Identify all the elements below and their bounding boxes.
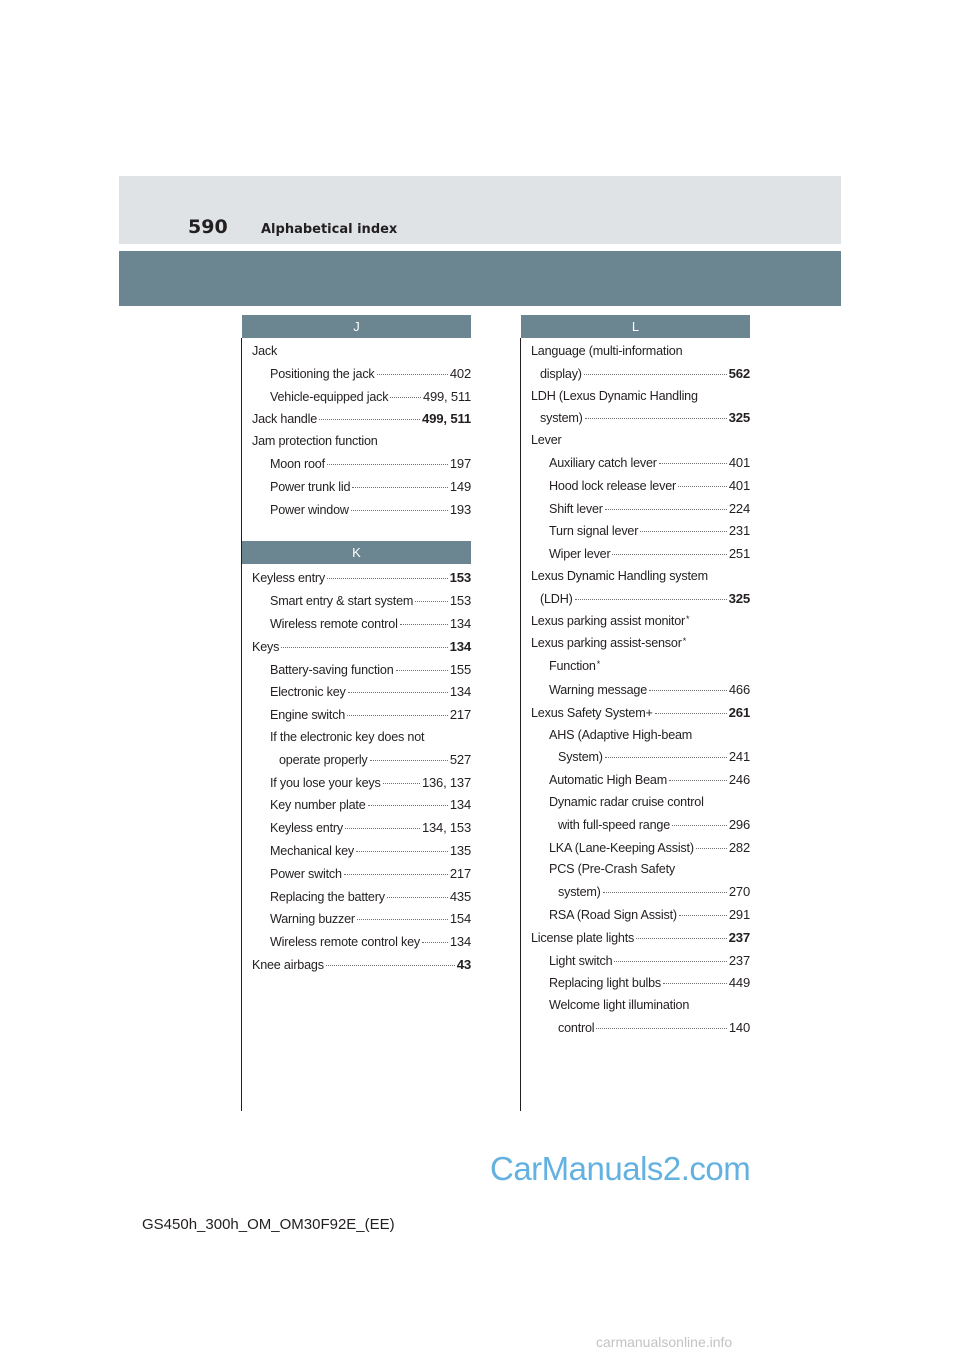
index-entry (252, 886, 471, 909)
dot-leader (596, 1028, 727, 1029)
index-entry (252, 590, 471, 613)
index-entry (531, 837, 750, 860)
dot-leader (396, 670, 448, 671)
index-entry (252, 772, 471, 795)
index-entry (531, 452, 750, 475)
entry-term: Automatic High Beam (549, 773, 667, 788)
entry-term: display) (540, 366, 582, 381)
index-entry (531, 927, 750, 950)
entry-term: Hood lock release lever (549, 478, 677, 493)
entry-term: operate properly (279, 752, 368, 767)
page-reference: 246 (728, 772, 750, 788)
entry-term: Power switch (270, 866, 342, 881)
entry-term: Power window (270, 502, 349, 517)
index-entry (531, 341, 750, 363)
dot-leader (348, 692, 448, 693)
page-number: 590 (188, 216, 228, 238)
index-entry (531, 881, 750, 904)
index-entry (252, 840, 471, 863)
index-entry (531, 588, 750, 611)
dot-leader (357, 919, 448, 920)
dot-leader (356, 851, 448, 852)
page-reference: 325 (728, 410, 750, 426)
dot-leader (326, 965, 455, 966)
entry-term: Language (multi-information (531, 344, 683, 358)
footnote-asterisk: * (682, 636, 687, 647)
index-entry (531, 950, 750, 973)
index-entry (252, 794, 471, 817)
index-entry (531, 725, 750, 747)
index-entry (252, 567, 471, 590)
entry-term: If the electronic key does not (270, 729, 425, 744)
index-entry (252, 613, 471, 636)
entry-term: Light switch (549, 953, 613, 968)
index-column-left (242, 315, 471, 977)
index-entry (531, 543, 750, 566)
page-reference: 449 (728, 975, 750, 991)
index-entry (531, 814, 750, 837)
entry-term: Jack handle (252, 412, 318, 427)
dot-leader (612, 554, 726, 555)
entry-term: with full-speed range (558, 817, 671, 832)
dot-leader (672, 825, 727, 826)
page-reference: 153 (449, 593, 471, 609)
dot-leader (603, 892, 727, 893)
dot-leader (585, 418, 727, 419)
letter-heading-j: J (242, 315, 471, 338)
dot-leader (377, 374, 448, 375)
entry-term: AHS (Adaptive High-beam (549, 727, 693, 742)
page-reference: 136, 137 (421, 774, 471, 790)
dot-leader (400, 624, 448, 625)
dot-leader (636, 938, 726, 939)
page-reference: 197 (449, 455, 471, 471)
dot-leader (678, 486, 727, 487)
index-entry (531, 995, 750, 1017)
entry-term: system) (540, 411, 583, 426)
page-reference: 402 (449, 365, 471, 381)
entry-term: Shift lever (549, 501, 603, 516)
entry-term: PCS (Pre-Crash Safety (549, 862, 675, 877)
index-entry (531, 769, 750, 792)
page-reference: 261 (728, 704, 750, 720)
index-entry (531, 1017, 750, 1040)
page-reference: 140 (728, 1019, 750, 1035)
entry-term: Moon roof (270, 456, 325, 471)
entry-list-j (242, 341, 471, 521)
dot-leader (345, 828, 420, 829)
page-reference: 217 (449, 865, 471, 881)
dot-leader (575, 599, 727, 600)
dot-leader (422, 942, 448, 943)
dot-leader (387, 897, 448, 898)
dot-leader (696, 848, 727, 849)
page-reference: 134 (449, 797, 471, 813)
page-reference: 134, 153 (421, 820, 471, 836)
index-entry (252, 704, 471, 727)
index-entry (531, 386, 750, 408)
page-reference: 401 (728, 454, 750, 470)
dot-leader (351, 510, 448, 511)
entry-term: Auxiliary catch lever (549, 455, 657, 470)
index-entry (531, 407, 750, 430)
section-k (242, 541, 471, 976)
index-entry (252, 749, 471, 772)
dot-leader (390, 397, 421, 398)
entry-term: Turn signal lever (549, 524, 639, 539)
index-entry (252, 659, 471, 682)
dot-leader (368, 805, 448, 806)
dot-leader (659, 463, 727, 464)
page-reference: 527 (449, 751, 471, 767)
entry-term: Welcome light illumination (549, 998, 690, 1013)
page-reference: 499, 511 (422, 388, 471, 404)
index-entry (531, 859, 750, 881)
index-entry (252, 386, 471, 409)
entry-term: Lexus Safety System+ (531, 705, 653, 720)
entry-term: License plate lights (531, 930, 635, 945)
entry-term: Warning buzzer (270, 912, 355, 927)
document-code: GS450h_300h_OM_OM30F92E_(EE) (142, 1216, 395, 1233)
entry-list-k (242, 567, 471, 976)
dot-leader (679, 915, 727, 916)
page-reference: 217 (449, 707, 471, 723)
entry-term: Positioning the jack (270, 366, 375, 381)
index-entry (531, 746, 750, 769)
page-reference: 435 (449, 888, 471, 904)
index-entry (531, 520, 750, 543)
page-reference: 224 (728, 500, 750, 516)
footnote-asterisk: * (596, 659, 601, 670)
index-entry (252, 476, 471, 499)
page-reference: 154 (449, 911, 471, 927)
entry-term: Wireless remote control key (270, 935, 420, 950)
entry-term: Engine switch (270, 708, 346, 723)
entry-term: Power trunk lid (270, 479, 351, 494)
page-reference: 149 (449, 478, 471, 494)
index-column-right (521, 315, 750, 1040)
entry-term: Keys (252, 639, 280, 654)
page-reference: 237 (728, 929, 750, 945)
entry-term: Lexus Dynamic Handling system (531, 568, 708, 583)
dot-leader (655, 713, 727, 714)
index-entry (531, 498, 750, 521)
section-title: Alphabetical index (261, 222, 398, 237)
entry-term: LDH (Lexus Dynamic Handling (531, 388, 698, 403)
entry-term: Electronic key (270, 685, 346, 700)
entry-term: Knee airbags (252, 957, 324, 972)
entry-term: Smart entry & start system (270, 594, 414, 609)
page-reference: 251 (728, 546, 750, 562)
title-bar (119, 251, 841, 306)
index-entry (252, 431, 471, 453)
entry-term: Jam protection function (252, 434, 378, 449)
index-entry (252, 931, 471, 954)
dot-leader (649, 690, 727, 691)
entry-term: Key number plate (270, 798, 366, 813)
entry-term: Mechanical key (270, 843, 354, 858)
dot-leader (370, 760, 448, 761)
index-entry (252, 408, 471, 431)
dot-leader (327, 464, 448, 465)
page-reference: 291 (728, 906, 750, 922)
entry-term: Replacing the battery (270, 889, 385, 904)
letter-heading-k: K (242, 541, 471, 564)
index-entry (252, 499, 471, 522)
page-reference: 241 (728, 749, 750, 765)
index-entry (252, 363, 471, 386)
page-reference: 134 (449, 615, 471, 631)
index-entry (531, 972, 750, 995)
index-entry (531, 633, 750, 656)
dot-leader (640, 531, 727, 532)
dot-leader (614, 961, 727, 962)
entry-term: system) (558, 885, 601, 900)
page-reference: 153 (449, 570, 471, 586)
dot-leader (352, 487, 448, 488)
dot-leader (383, 783, 420, 784)
page-reference: 282 (728, 839, 750, 855)
entry-term: If you lose your keys (270, 775, 381, 790)
page-reference: 401 (728, 477, 750, 493)
index-entry (252, 863, 471, 886)
page-reference: 562 (728, 365, 750, 381)
page-reference: 499, 511 (421, 411, 471, 427)
index-entry (252, 453, 471, 476)
page-reference: 134 (449, 684, 471, 700)
watermark-secondary: carmanualsonline.info (596, 1334, 733, 1350)
entry-term: Jack (252, 344, 278, 358)
entry-term: Dynamic radar cruise control (549, 794, 704, 809)
index-entry (252, 908, 471, 931)
index-entry (252, 954, 471, 977)
index-entry (531, 702, 750, 725)
entry-term: Warning message (549, 682, 648, 697)
index-entry (531, 656, 750, 679)
page-reference: 155 (449, 661, 471, 677)
page-reference: 237 (728, 952, 750, 968)
index-entry (252, 341, 471, 363)
entry-term: Battery-saving function (270, 662, 394, 677)
index-entry (531, 611, 750, 634)
section-l (521, 315, 750, 1040)
entry-term: Replacing light bulbs (549, 976, 662, 991)
index-entry (531, 475, 750, 498)
entry-term: Vehicle-equipped jack (270, 389, 389, 404)
entry-list-l (521, 341, 750, 1040)
page-reference: 270 (728, 884, 750, 900)
page-reference: 296 (728, 816, 750, 832)
entry-term: Wiper lever (549, 547, 611, 562)
entry-term: Lever (531, 433, 562, 448)
dot-leader (327, 578, 448, 579)
dot-leader (415, 601, 448, 602)
index-entry (531, 363, 750, 386)
index-entry (531, 566, 750, 588)
entry-term: RSA (Road Sign Assist) (549, 907, 677, 922)
index-entry (531, 679, 750, 702)
dot-leader (669, 780, 727, 781)
index-entry (531, 792, 750, 814)
index-entry (531, 904, 750, 927)
entry-term: control (558, 1020, 595, 1035)
page-reference: 231 (728, 523, 750, 539)
footnote-asterisk: * (686, 613, 690, 624)
dot-leader (663, 983, 727, 984)
page-reference: 134 (449, 934, 471, 950)
letter-heading-l: L (521, 315, 750, 338)
dot-leader (344, 874, 448, 875)
page-reference: 193 (449, 501, 471, 517)
index-entry (531, 430, 750, 452)
page-reference: 134 (449, 638, 471, 654)
entry-term: Lexus parking assist-sensor (531, 636, 682, 651)
entry-term: System) (558, 750, 603, 765)
entry-term: (LDH) (540, 591, 573, 606)
dot-leader (584, 374, 727, 375)
page-reference: 466 (728, 681, 750, 697)
index-entry (252, 636, 471, 659)
page-reference: 43 (456, 956, 471, 972)
index-entry (252, 681, 471, 704)
entry-term: Keyless entry (270, 821, 343, 836)
entry-term: LKA (Lane-Keeping Assist) (549, 840, 694, 855)
entry-term: Wireless remote control (270, 616, 398, 631)
dot-leader (347, 715, 448, 716)
page-reference: 325 (728, 590, 750, 606)
watermark: CarManuals2.com (490, 1150, 751, 1187)
page-reference: 135 (449, 842, 471, 858)
entry-term: Keyless entry (252, 571, 325, 586)
section-j (242, 315, 471, 521)
dot-leader (605, 509, 727, 510)
entry-term: Lexus parking assist monitor (531, 613, 685, 628)
entry-term: Function (549, 659, 596, 674)
dot-leader (605, 757, 727, 758)
dot-leader (319, 419, 420, 420)
index-entry (252, 727, 471, 749)
dot-leader (281, 647, 447, 648)
index-entry (252, 817, 471, 840)
